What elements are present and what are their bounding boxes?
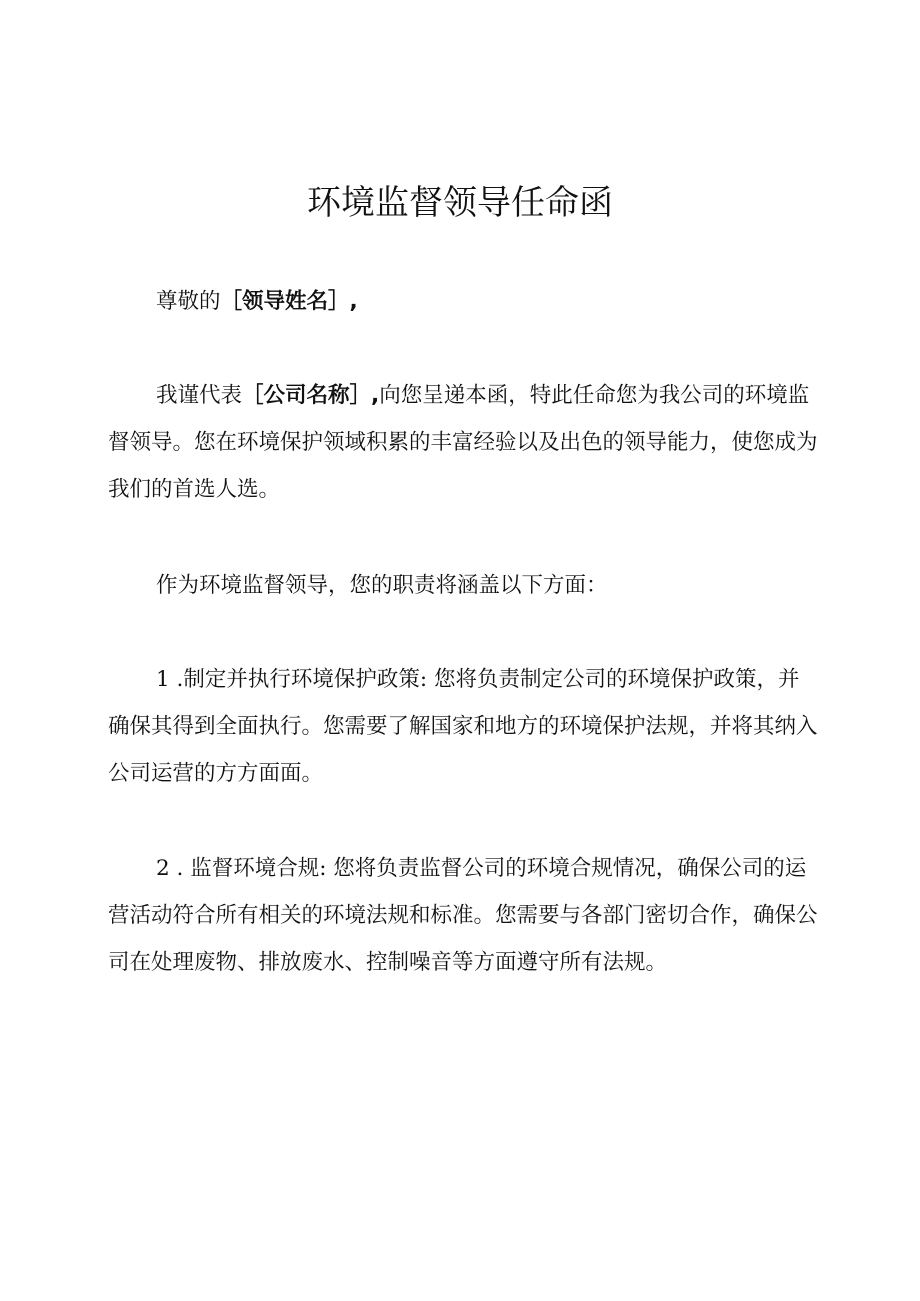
duties-intro: 作为环境监督领导，您的职责将涵盖以下方面：: [156, 573, 608, 598]
intro-prefix: 我谨代表: [156, 383, 243, 408]
duty-item-1: [108, 656, 818, 797]
recipient-name-placeholder: ［领导姓名］,: [220, 289, 358, 314]
intro-paragraph: [108, 372, 818, 513]
duty-item-text: . 监督环境合规: 您将负责监督公司的环境合规情况，确保公司的运营活动符合所有相关的环境法规和标准。您需要与各部门密切合作，确保公司在处理废物、排放废水、控制噪音等方面遵守所有法规。: [108, 856, 818, 975]
duty-item-text: .制定并执行环境保护政策: 您将负责制定公司的环境保护政策，并确保其得到全面执行。您需要了解国家和地方的环境保护法规，并将其纳入公司运营的方方面面。: [108, 667, 818, 786]
company-name-placeholder: ［公司名称］,: [242, 383, 380, 408]
salutation: [108, 278, 818, 325]
duty-item-number: 1: [156, 667, 170, 692]
document-title: 环境监督领导任命函: [307, 183, 613, 223]
duty-item-2: [108, 845, 818, 986]
duty-item-number: 2: [156, 856, 170, 881]
salutation-prefix: 尊敬的: [156, 289, 221, 314]
intro-text: 向您呈递本函，特此任命您为我公司的环境监督领导。您在环境保护领域积累的丰富经验以及出色的领导能力，使您成为我们的首选人选。: [108, 383, 818, 502]
